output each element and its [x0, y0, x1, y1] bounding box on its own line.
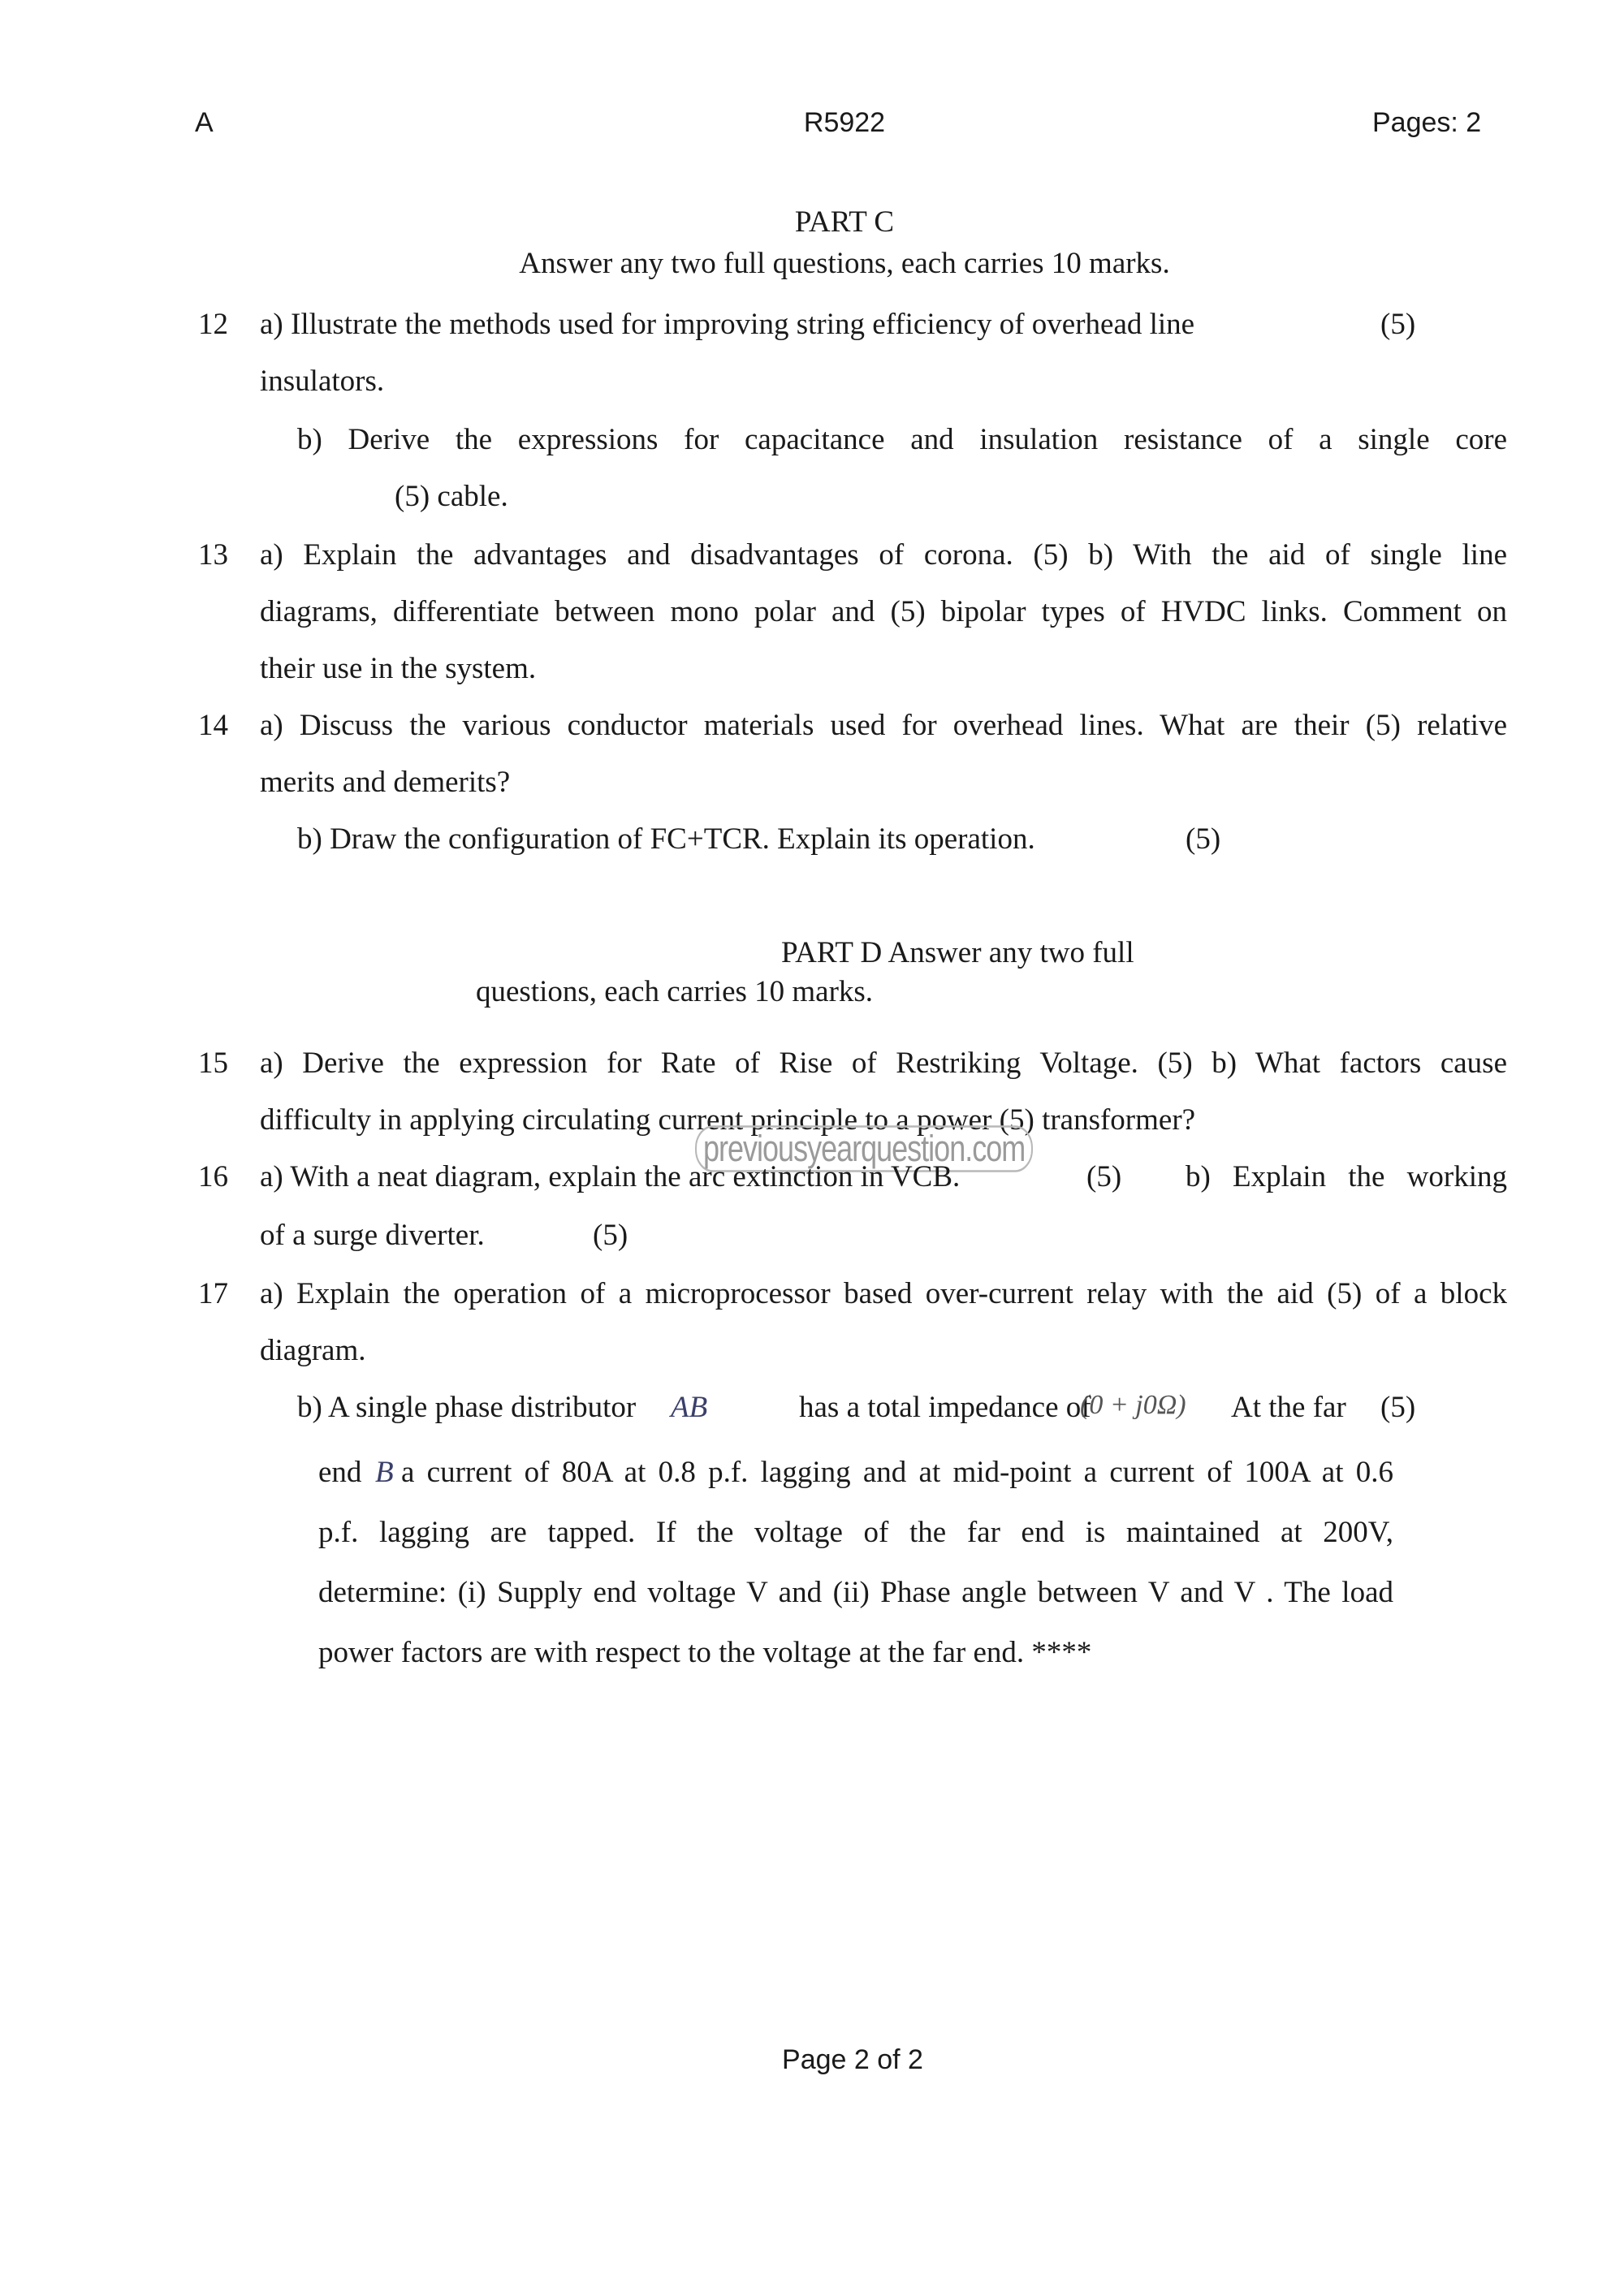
question-line: difficulty in applying circulating current principle to a power (5) transformer? — [260, 1103, 1196, 1137]
question-number: 17 — [198, 1277, 228, 1310]
series-label: A — [195, 107, 214, 138]
question-line: a current of 80A at 0.8 p.f. lagging and at mid-point a current of 100A at 0.6 — [401, 1456, 1393, 1489]
math-impedance: (0 + j0Ω) — [1080, 1390, 1186, 1420]
question-part-a: a) With a neat diagram, explain the arc extinction in VCB. — [260, 1160, 961, 1193]
part-c-title: PART C — [794, 205, 895, 239]
math-symbol: B — [375, 1456, 394, 1489]
part-d-instruction: questions, each carries 10 marks. — [476, 975, 874, 1008]
question-part-b: b) A single phase distributor — [297, 1391, 637, 1424]
page-footer: Page 2 of 2 — [782, 2044, 923, 2075]
question-line: determine: (i) Supply end voltage V and (ii) Phase angle between V and V . The load — [318, 1576, 1393, 1609]
question-line: a) Derive the expression for Rate of Rise of Restriking Voltage. (5) b) What factors cause — [260, 1047, 1507, 1080]
marks: (5) — [1380, 1391, 1416, 1424]
marks: (5) — [1380, 308, 1416, 341]
question-number: 13 — [198, 538, 228, 572]
marks: (5) — [1086, 1160, 1122, 1193]
part-c-instruction: Answer any two full questions, each carries 10 marks. — [519, 247, 1170, 280]
question-part-b: b) Draw the configuration of FC+TCR. Explain its operation. — [297, 822, 1035, 856]
marks: (5) — [1186, 822, 1221, 856]
question-part-b: b) Explain the working — [1186, 1160, 1507, 1193]
question-line: a) Explain the advantages and disadvantages of corona. (5) b) With the aid of single line — [260, 538, 1507, 572]
question-line: end — [318, 1456, 362, 1489]
question-part-b-text: has a total impedance of — [799, 1391, 1091, 1424]
question-number: 14 — [198, 709, 228, 742]
part-d-title: PART D Answer any two full — [781, 936, 1134, 969]
question-line: p.f. lagging are tapped. If the voltage of the far end is maintained at 200V, — [318, 1516, 1393, 1549]
question-line: diagrams, differentiate between mono polar and (5) bipolar types of HVDC links. Comment on — [260, 595, 1507, 628]
question-number: 15 — [198, 1047, 228, 1080]
page-count: Pages: 2 — [1372, 107, 1482, 138]
question-line: merits and demerits? — [260, 766, 511, 799]
watermark-logo: previousyearquestion.com — [695, 1125, 1033, 1172]
question-line: of a surge diverter. — [260, 1219, 485, 1252]
math-symbol: AB — [671, 1391, 708, 1424]
question-line: power factors are with respect to the voltage at the far end. **** — [318, 1636, 1092, 1669]
question-line: a) Discuss the various conductor materials used for overhead lines. What are their (5) relative — [260, 709, 1507, 742]
question-line: diagram. — [260, 1334, 366, 1367]
question-part-a: a) Illustrate the methods used for improving string efficiency of overhead line — [260, 308, 1195, 341]
question-part-b: b) Derive the expressions for capacitance and insulation resistance of a single core — [297, 423, 1507, 456]
question-part-b-cont: (5) cable. — [395, 480, 508, 513]
paper-code: R5922 — [803, 107, 886, 138]
question-number: 16 — [198, 1160, 228, 1193]
question-number: 12 — [198, 308, 228, 341]
question-line: their use in the system. — [260, 652, 537, 685]
question-part-b-text: At the far — [1231, 1391, 1346, 1424]
question-part-a-cont: insulators. — [260, 365, 385, 398]
marks: (5) — [593, 1219, 628, 1252]
question-line: a) Explain the operation of a microprocessor based over-current relay with the aid (5) of a block — [260, 1277, 1507, 1310]
